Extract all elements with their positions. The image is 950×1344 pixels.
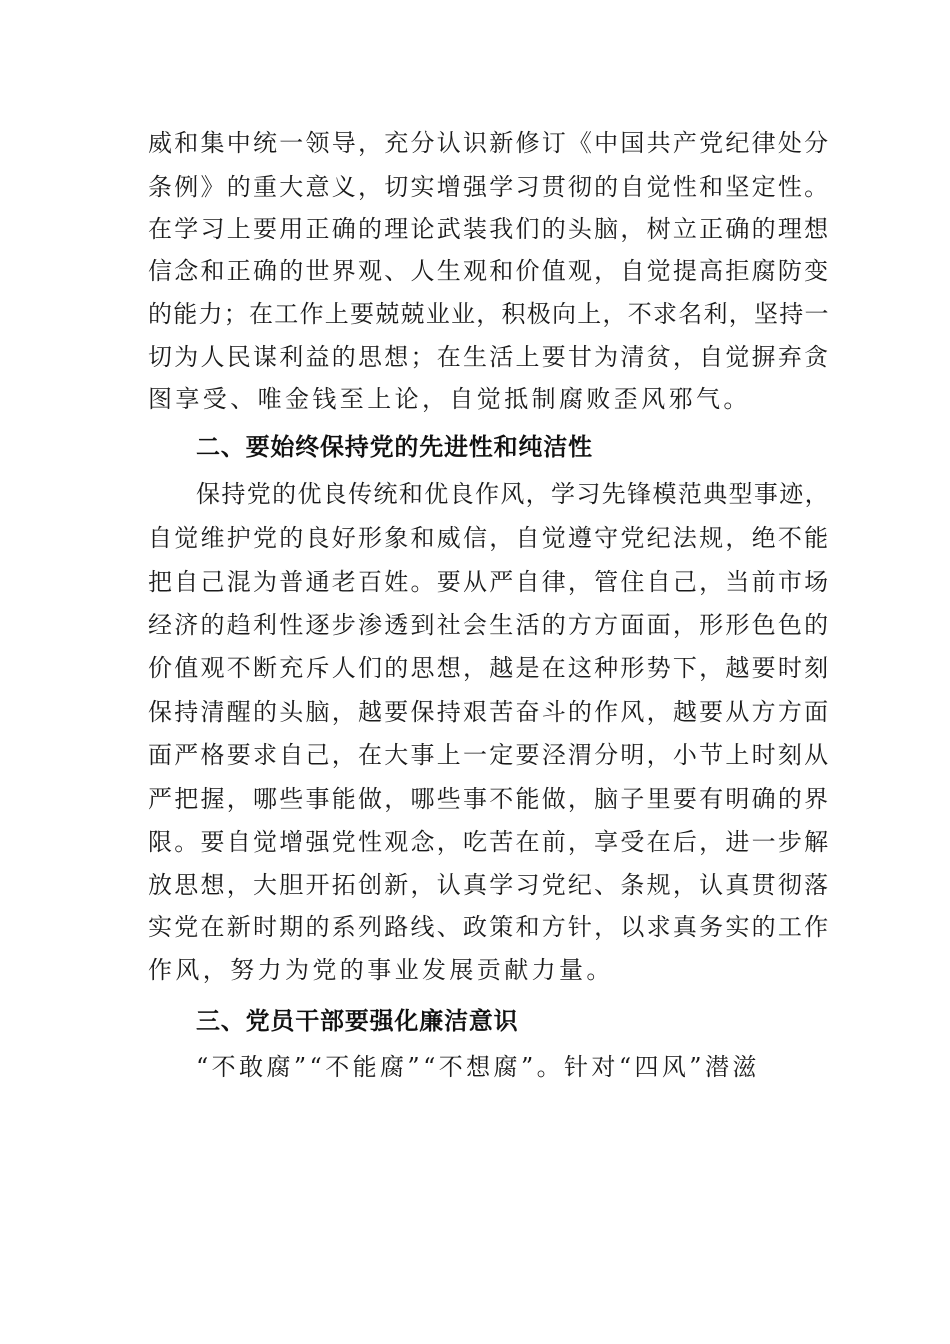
section-heading: 三、党员干部要强化廉洁意识: [196, 1007, 519, 1035]
paragraph-line: 放思想，大胆开拓创新，认真学习党纪、条规，认真贯彻落: [148, 871, 831, 899]
paragraph-line: 价值观不断充斥人们的思想，越是在这种形势下，越要时刻: [148, 654, 831, 682]
paragraph-line: 信念和正确的世界观、人生观和价值观，自觉提高拒腐防变: [148, 257, 831, 285]
paragraph-line: 图享受、唯金钱至上论，自觉抵制腐败歪风邪气。: [148, 385, 751, 413]
paragraph-line: “不敢腐”“不能腐”“不想腐”。针对“四风”潜滋: [196, 1053, 760, 1081]
paragraph-line: 保持清醒的头脑，越要保持艰苦奋斗的作风，越要从方方面: [148, 698, 831, 726]
section-heading: 二、要始终保持党的先进性和纯洁性: [196, 433, 593, 461]
paragraph-line: 自觉维护党的良好形象和威信，自觉遵守党纪法规，绝不能: [148, 524, 831, 552]
paragraph-line: 面严格要求自己，在大事上一定要泾渭分明，小节上时刻从: [148, 741, 831, 769]
paragraph-line: 作风，努力为党的事业发展贡献力量。: [148, 956, 614, 984]
paragraph-line: 实党在新时期的系列路线、政策和方针，以求真务实的工作: [148, 913, 831, 941]
paragraph-line: 严把握，哪些事能做，哪些事不能做，脑子里要有明确的界: [148, 785, 831, 813]
paragraph-line: 在学习上要用正确的理论武装我们的头脑，树立正确的理想: [148, 215, 831, 243]
paragraph-line: 保持党的优良传统和优良作风，学习先锋模范典型事迹，: [196, 480, 830, 508]
paragraph-line: 的能力；在工作上要兢兢业业，积极向上，不求名利，坚持一: [148, 300, 830, 328]
paragraph-line: 威和集中统一领导，充分认识新修订《中国共产党纪律处分: [148, 129, 831, 157]
paragraph-line: 把自己混为普通老百姓。要从严自律，管住自己，当前市场: [148, 568, 831, 596]
paragraph-line: 限。要自觉增强党性观念，吃苦在前，享受在后，进一步解: [148, 828, 831, 856]
paragraph-line: 切为人民谋利益的思想；在生活上要甘为清贫，自觉摒弃贪: [148, 343, 831, 371]
paragraph-line: 经济的趋利性逐步渗透到社会生活的方方面面，形形色色的: [148, 611, 831, 639]
paragraph-line: 条例》的重大意义，切实增强学习贯彻的自觉性和坚定性。: [148, 173, 831, 201]
